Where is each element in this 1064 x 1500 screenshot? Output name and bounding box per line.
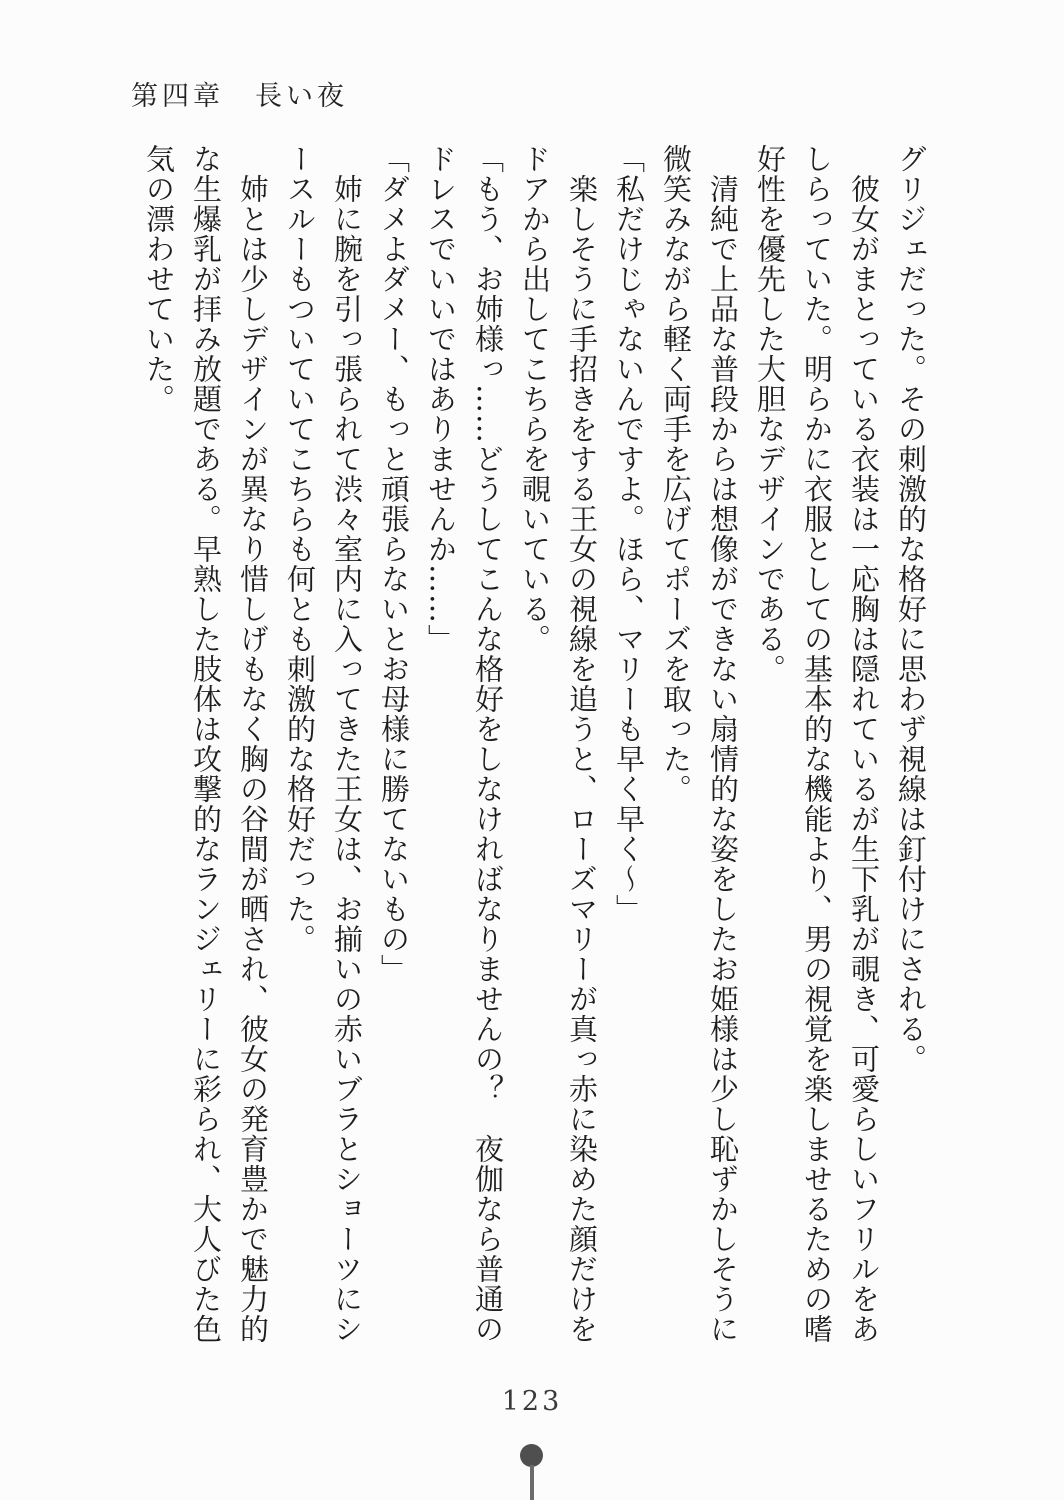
body-text (135, 144, 934, 1414)
text-column: な生爆乳が拝み放題である。早熟した肢体は攻撃的なランジェリーに彩られ、大人びた色 (189, 144, 223, 1344)
text-column: 清純で上品な普段からは想像ができない扇情的な姿をしたお姫様は少し恥ずかしそうに (706, 144, 740, 1344)
text-column: ドアから出してこちらを覗いている。 (518, 144, 552, 654)
page-number: 123 (501, 1386, 563, 1417)
text-column: ースルーもついていてこちらも何とも刺激的な格好だった。 (283, 144, 317, 954)
marker-stem-icon (530, 1465, 534, 1500)
text-column: 姉に腕を引っ張られて渋々室内に入ってきた王女は、お揃いの赤いブラとショーツにシ (330, 144, 364, 1344)
marker-dot-icon (520, 1444, 543, 1467)
text-column: グリジェだった。その刺激的な格好に思わず視線は釘付けにされる。 (894, 144, 928, 1074)
text-column: 「私だけじゃないんですよ。ほら、マリーも早く早く～」 (612, 144, 646, 924)
chapter-header: 第四章 長い夜 (131, 81, 348, 112)
text-column: 「もう、お姉様っ……どうしてこんな格好をしなければなりませんの？ 夜伽なら普通の (471, 144, 505, 1344)
text-column: 好性を優先した大胆なデザインである。 (753, 144, 787, 684)
page-marker-icon (0, 1442, 1064, 1500)
text-column: 彼女がまとっている衣装は一応胸は隠れているが生下乳が覗き、可愛らしいフリルをあ (847, 144, 881, 1344)
text-column: 気の漂わせていた。 (142, 144, 176, 414)
text-column: 「ダメよダメー、もっと頑張らないとお母様に勝てないもの」 (377, 144, 411, 984)
text-column: ドレスでいいではありませんか……」 (424, 144, 458, 654)
text-column: 微笑みながら軽く両手を広げてポーズを取った。 (659, 144, 693, 804)
text-column: 姉とは少しデザインが異なり惜しげもなく胸の谷間が晒され、彼女の発育豊かで魅力的 (236, 144, 270, 1344)
text-column: しらっていた。明らかに衣服としての基本的な機能より、男の視覚を楽しませるための嗜 (800, 144, 834, 1344)
text-column: 楽しそうに手招きをする王女の視線を追うと、ローズマリーが真っ赤に染めた顔だけを (565, 144, 599, 1344)
